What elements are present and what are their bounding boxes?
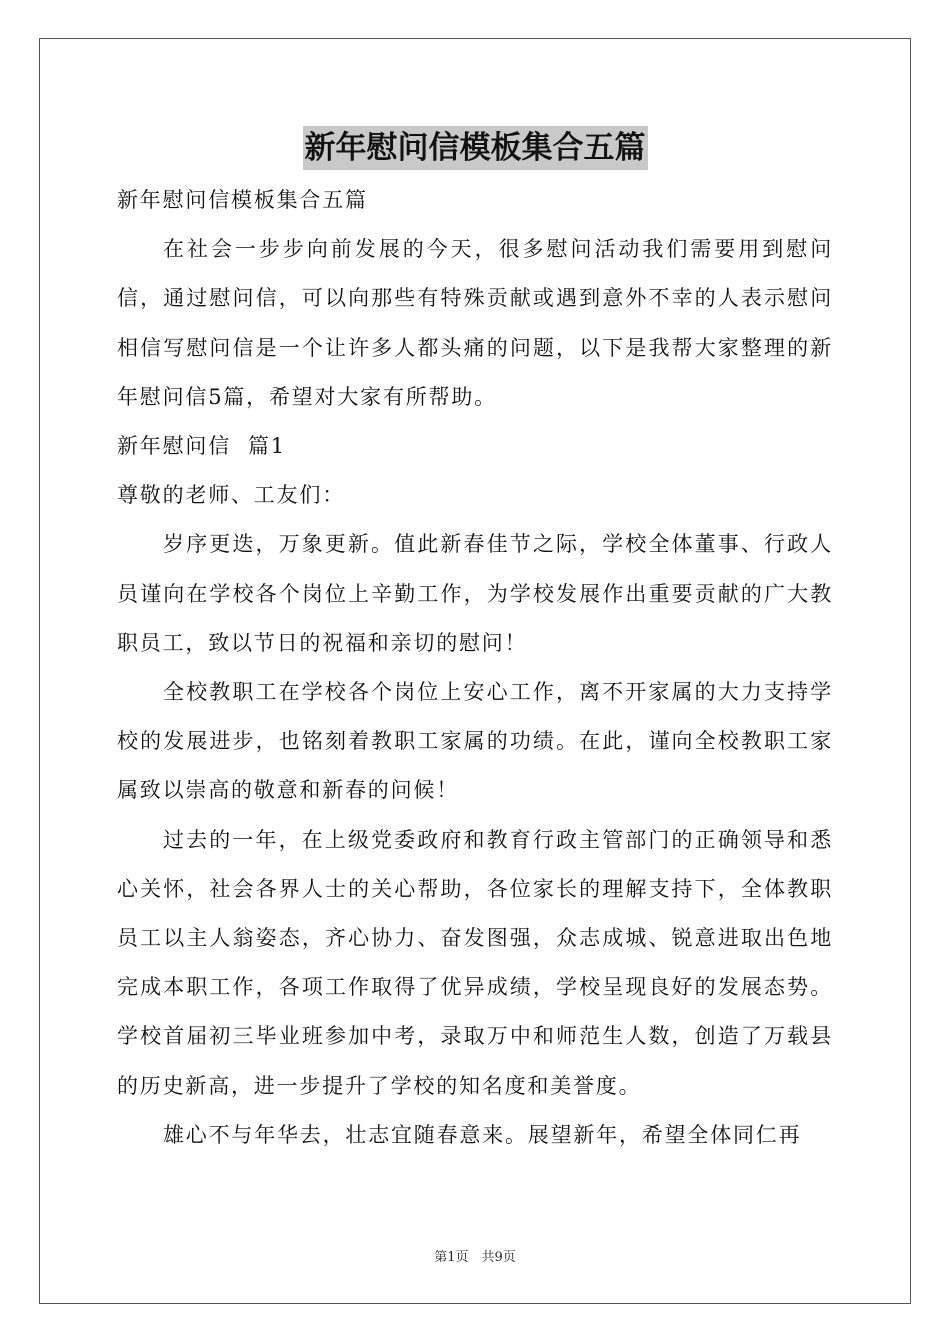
section-heading: 新年慰问信 篇1 bbox=[117, 434, 286, 459]
page-number: 第1页 共9页 bbox=[434, 1250, 516, 1265]
document-title bbox=[0, 126, 950, 170]
document-subtitle: 新年慰问信模板集合五篇 bbox=[117, 188, 368, 212]
intro-paragraph: 在社会一步步向前发展的今天，很多慰问活动我们需要用到慰问信，通过慰问信，可以向那些有特殊贡献或遇到意外不幸的人表示慰问相信写慰问信是一个让许多人都头痛的问题，以下是我帮大家整理的新年慰问信5篇，希望对大家有所帮助。 bbox=[117, 237, 833, 409]
page-footer bbox=[0, 1246, 950, 1265]
body-paragraph-4: 雄心不与年华去，壮志宜随春意来。展望新年，希望全体同仁再 bbox=[163, 1122, 802, 1147]
document-title-text: 新年慰问信模板集合五篇 bbox=[303, 126, 648, 170]
body-paragraph-2: 全校教职工在学校各个岗位上安心工作，离不开家属的大力支持学校的发展进步，也铭刻着教职工家属的功绩。在此，谨向全校教职工家属致以崇高的敬意和新春的问候！ bbox=[117, 680, 833, 803]
document-body bbox=[117, 176, 833, 1160]
body-paragraph-3: 过去的一年，在上级党委政府和教育行政主管部门的正确领导和悉心关怀，社会各界人士的关心帮助，各位家长的理解支持下，全体教职员工以主人翁姿态，齐心协力、奋发图强，众志成城、锐意进取出色地完成本职工作，各项工作取得了优异成绩，学校呈现良好的发展态势。学校首届初三毕业班参加中考，录取万中和师范生人数，创造了万载县的历史新高，进一步提升了学校的知名度和美誉度。 bbox=[117, 827, 833, 1098]
salutation: 尊敬的老师、工友们： bbox=[117, 483, 345, 508]
body-paragraph-1: 岁序更迭，万象更新。值此新春佳节之际，学校全体董事、行政人员谨向在学校各个岗位上辛勤工作，为学校发展作出重要贡献的广大教职员工，致以节日的祝福和亲切的慰问！ bbox=[117, 532, 833, 655]
